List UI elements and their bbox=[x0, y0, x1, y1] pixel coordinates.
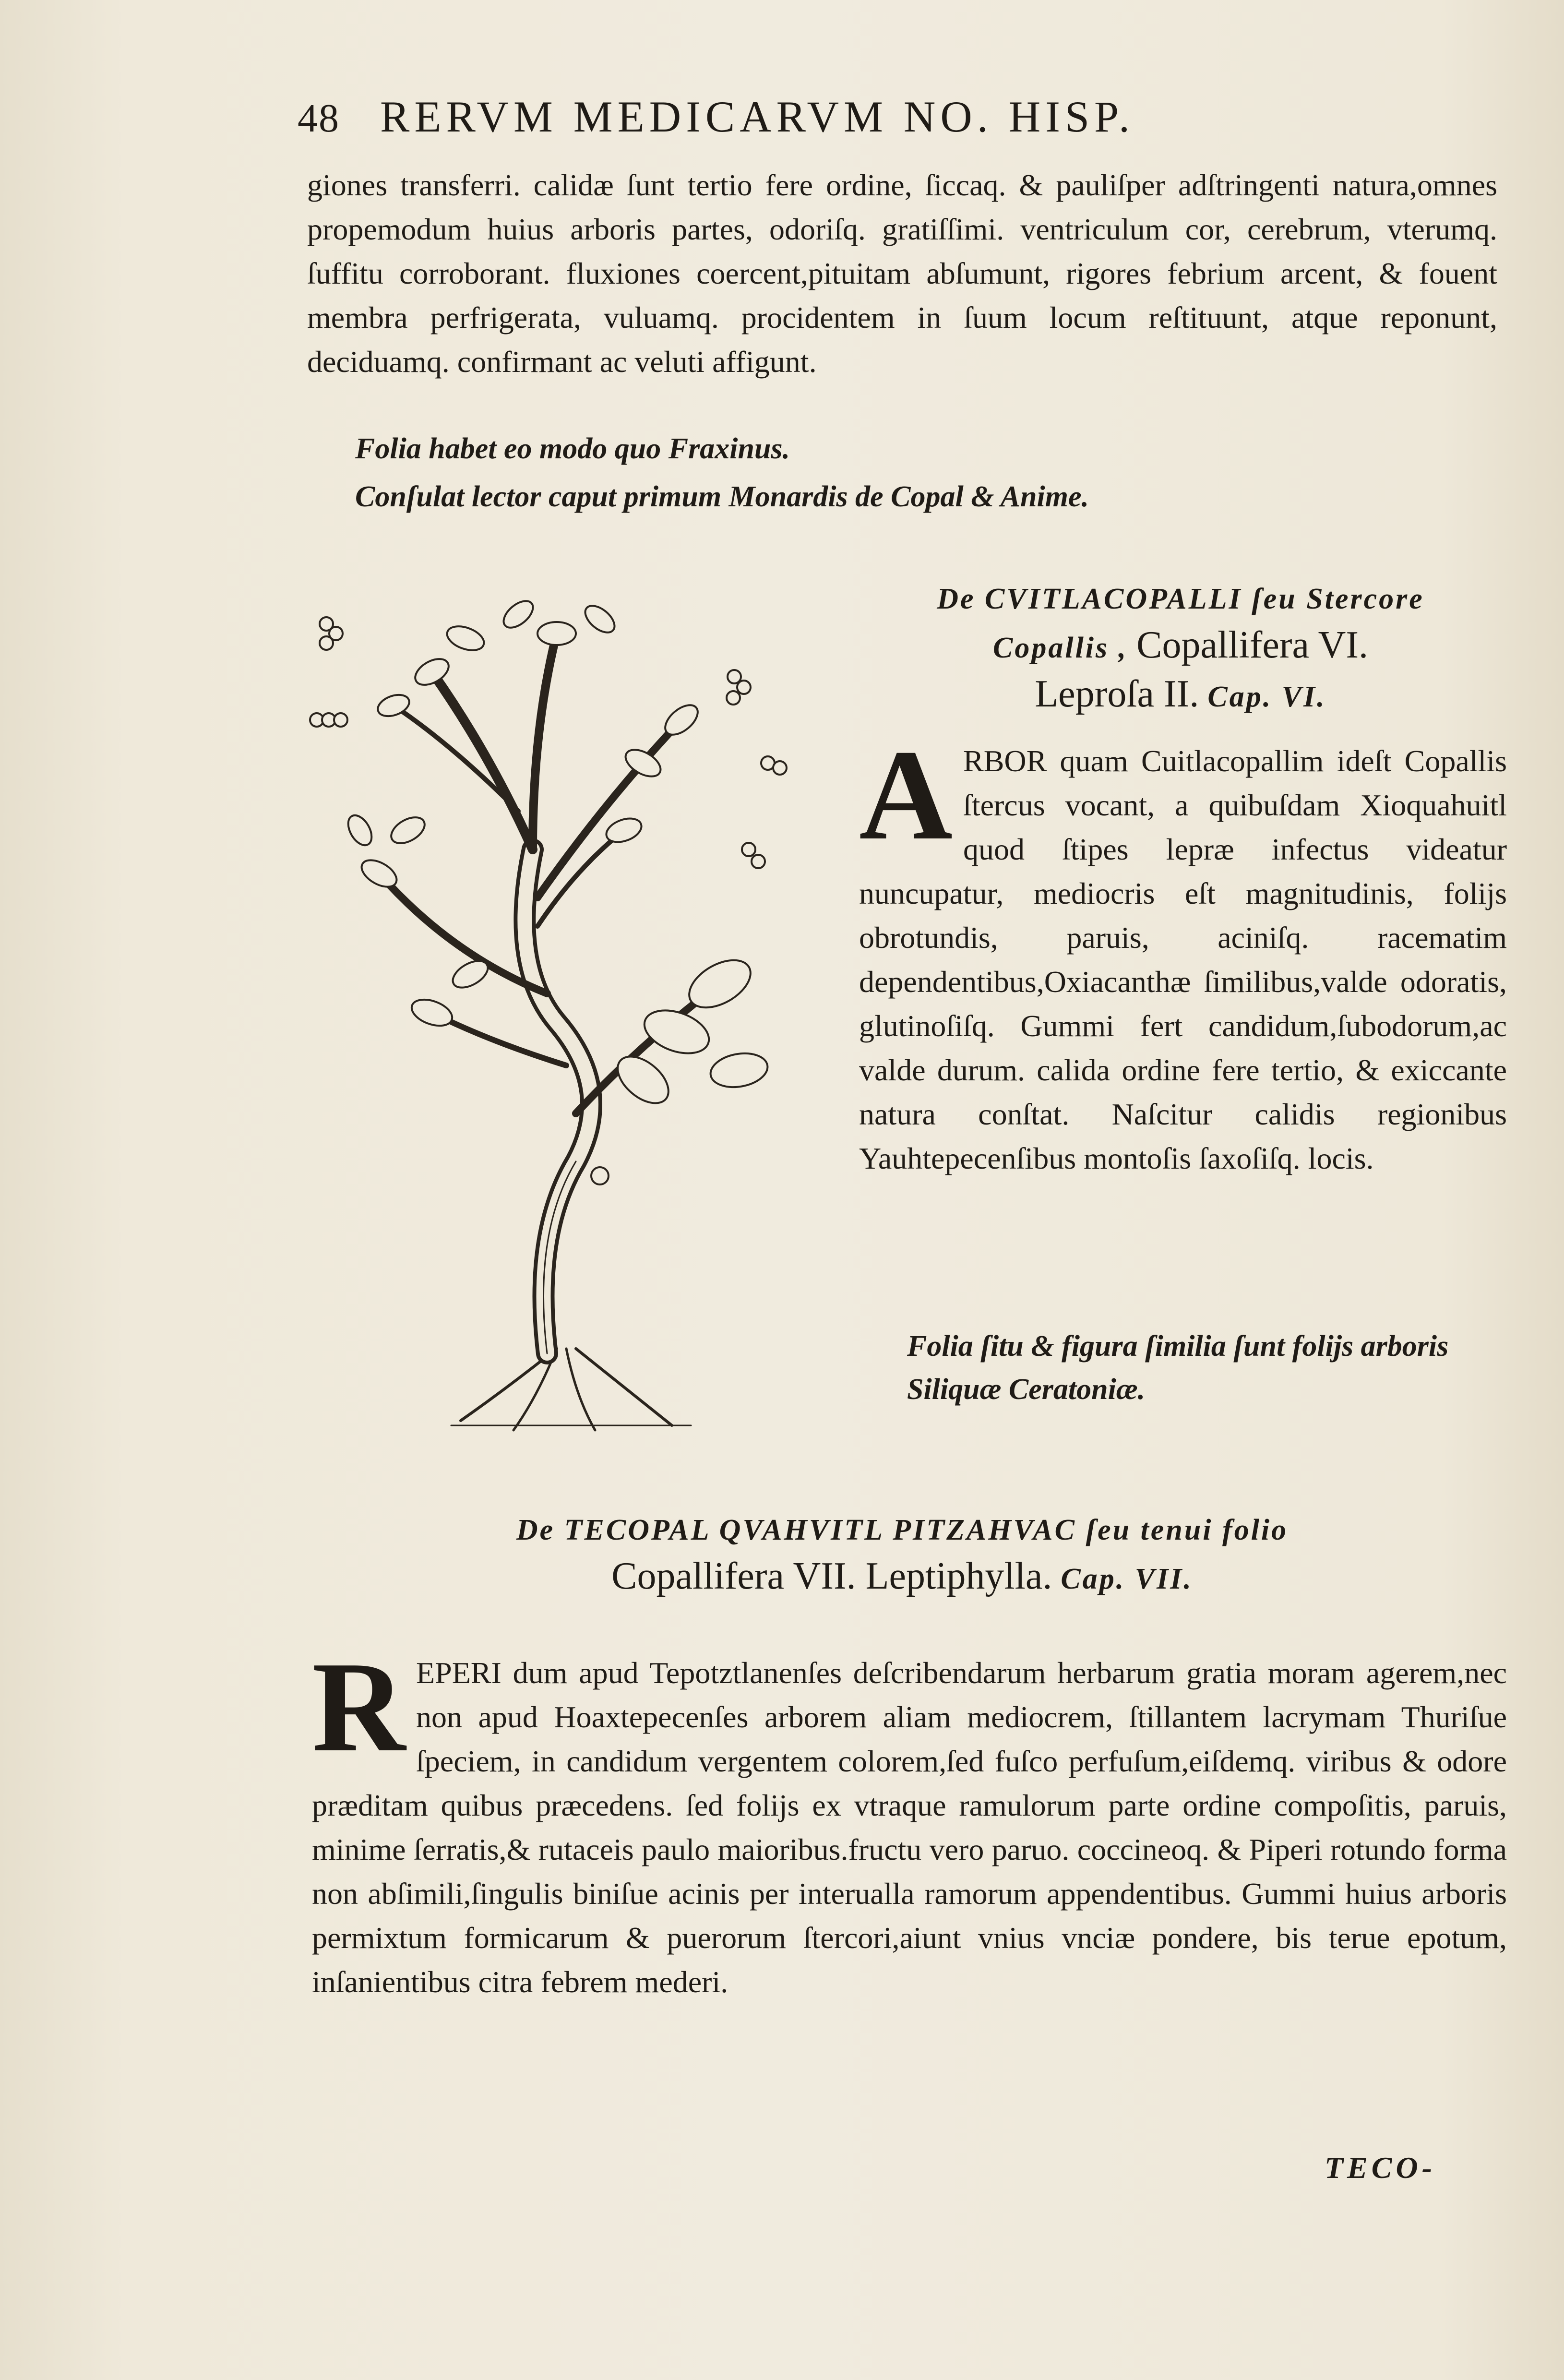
drop-cap-a: A bbox=[859, 723, 953, 867]
drop-cap-r: R bbox=[312, 1635, 406, 1779]
chapter-7-heading: De TECOPAL QVAHVITL PITZAHVAC ſeu tenui folio Copallifera VII. Leptiphylla. Cap. VII. bbox=[516, 1514, 1289, 1597]
catchword: TECO- bbox=[1325, 2151, 1436, 2185]
chapter-6-heading: De CVITLACOPALLI ſeu Stercore Copallis , Copallifera VI. Leproſa II. Cap. VI. bbox=[937, 583, 1424, 715]
chapter-6-note: Folia ſitu & figura ſimilia ſunt folijs arboris Siliquæ Ceratoniæ. bbox=[907, 1330, 1449, 1406]
chapter-7-body: R EPERI dum apud Tepotztlanenſes deſcribendarum herbarum gratia moram agerem,nec non apud Hoaxtepecenſes arborem aliam mediocrem, ſtillantem lacrymam Thuriſue ſpeciem, in candidum vergentem colorem,ſed fuſco perfuſum,eiſdemq. viribus & odore præditam quibus præcedens. ſed folijs ex vtraque ramulorum parte ordine compoſitis, paruis, minime ſerratis,& rutaceis paulo maioribus.fructu vero paruo. coccineoq. & Piperi rotundo forma non abſimili,ſingulis biniſue acinis per interualla ramorum appendentibus. Gummi huius arboris permixtum formicarum & puerorum ſtercori,aiunt vnius vnciæ pondere, bis terue epotum, inſanientibus citra febrem mederi. bbox=[312, 1635, 1507, 1999]
note-monardes: Conſulat lector caput primum Monardis de Copal & Anime. bbox=[355, 480, 1089, 513]
top-paragraph: giones transferri. calidæ ſunt tertio fere ordine, ſiccaq. & pauliſper adſtringenti natura,omnes propemodum huius arboris partes, odoriſq. gratiſſimi. ventriculum cor, cerebrum, vterumq. ſuffitu corroborant. fluxiones coercent,pituitam abſumunt, rigores febrium arcent, & fouent membra perfrigerata, vuluamq. procidentem in ſuum locum reſtituunt, atque reponunt, deciduamq. confirmant ac veluti affigunt. bbox=[307, 168, 1497, 379]
note-fraxinus: Folia habet eo modo quo Fraxinus. bbox=[355, 432, 790, 465]
page-number: 48 bbox=[298, 96, 340, 141]
running-header bbox=[298, 91, 1401, 158]
chapter-6-body: A RBOR quam Cuitlacopallim ideſt Copallis ſtercus vocant, a quibuſdam Xioquahuitl quod ſtipes lepræ infectus videatur nuncupatur, mediocris eſt magnitudinis, folijs obrotundis, paruis, aciniſq. racematim dependentibus,Oxiacanthæ ſimilibus,valde odoratis, glutinoſiſq. Gummi fert candidum,ſubodorum,ac valde durum. calida ordine fere tertio, & exiccante natura conſtat. Naſcitur calidis regionibus Yauhtepecenſibus montoſis ſaxoſiſq. locis. bbox=[859, 723, 1507, 1175]
running-title: RERVM MEDICARVM NO. HISP. bbox=[380, 92, 1135, 141]
tree-woodcut-illustration bbox=[307, 562, 806, 1440]
